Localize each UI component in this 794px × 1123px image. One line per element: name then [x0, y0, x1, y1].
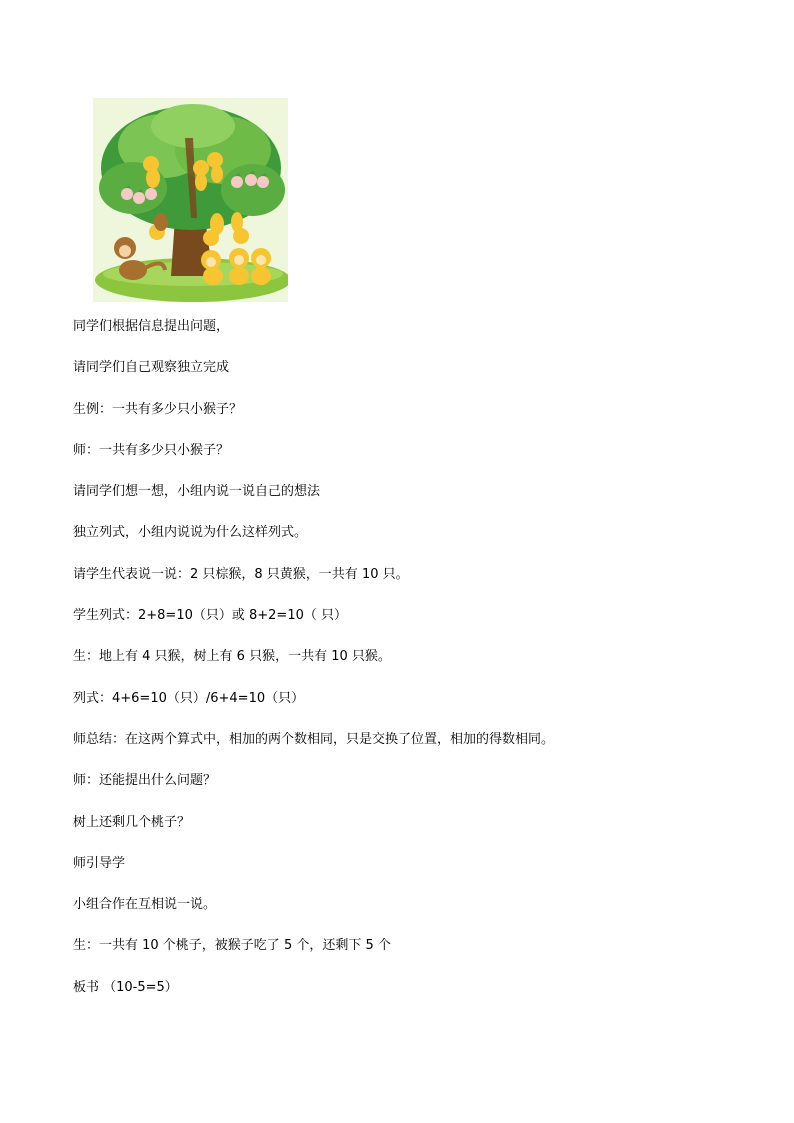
text-line: 师引导学	[73, 855, 126, 871]
text-line: 列式：4+6=10（只）/6+4=10（只）	[73, 690, 305, 706]
lesson-text	[73, 316, 733, 1018]
text-line: 独立列式，小组内说说为什么这样列式。	[73, 525, 308, 541]
text-line: 请学生代表说一说：2 只棕猴，8 只黄猴，一共有 10 只。	[73, 566, 409, 582]
text-line: 师：一共有多少只小猴子？	[73, 442, 230, 458]
text-line: 生：一共有 10 个桃子，被猴子吃了 5 个，还剩下 5 个	[73, 938, 391, 954]
text-line: 树上还剩几个桃子？	[73, 814, 191, 830]
text-line: 请同学们自己观察独立完成	[73, 360, 230, 376]
text-line: 小组合作在互相说一说。	[73, 897, 217, 913]
text-line: 请同学们想一想，小组内说一说自己的想法	[73, 484, 321, 500]
text-line: 生：地上有 4 只猴，树上有 6 只猴，一共有 10 只猴。	[73, 649, 391, 665]
tree-illustration-graphic	[93, 98, 288, 302]
text-line: 师：还能提出什么问题？	[73, 773, 217, 789]
text-line: 生例：一共有多少只小猴子？	[73, 401, 243, 417]
text-line: 板书 （10-5=5）	[73, 979, 178, 995]
text-line: 同学们根据信息提出问题，	[73, 319, 230, 334]
text-line: 学生列式：2+8=10（只）或 8+2=10（ 只）	[73, 608, 348, 624]
monkeys-peach-tree-illustration	[93, 98, 288, 302]
text-line: 师总结：在这两个算式中，相加的两个数相同，只是交换了位置，相加的得数相同。	[73, 731, 555, 747]
